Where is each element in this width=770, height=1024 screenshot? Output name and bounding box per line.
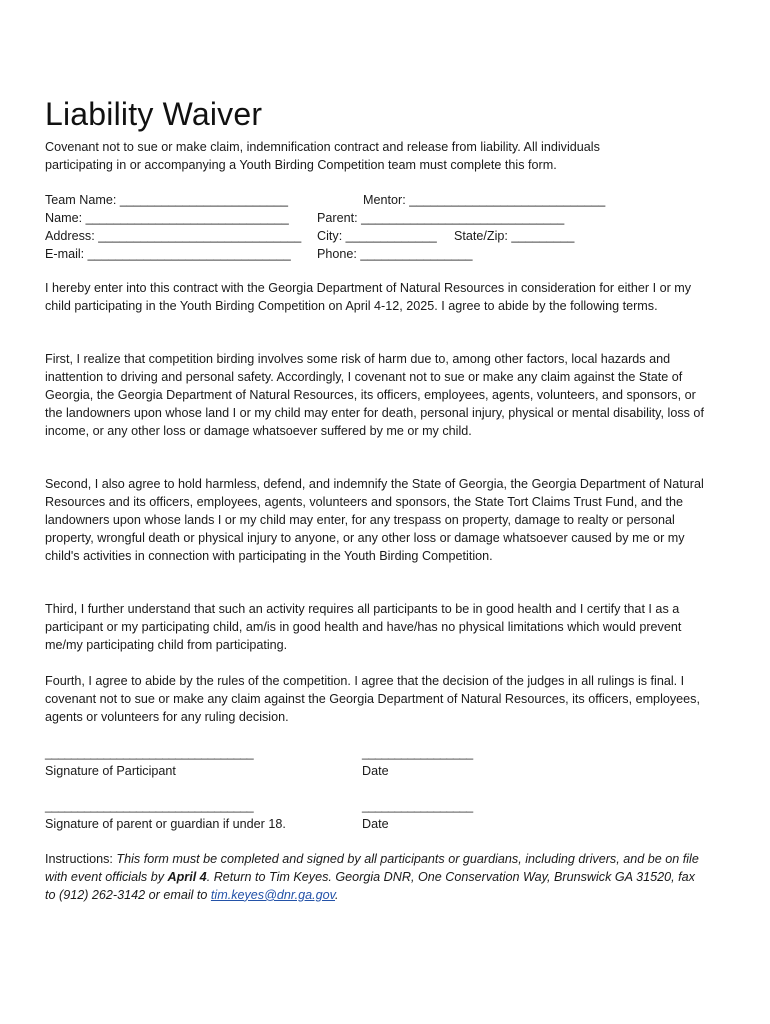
instructions [45, 851, 705, 905]
instructions-label: Instructions: [45, 852, 113, 866]
intro-text [45, 139, 695, 175]
first-term-paragraph: First, I realize that competition birding involves some risk of harm due to, among other factors, local hazards and inattention to driving and personal safety. Accordingly, I covenant not to sue or make any claim against the State of Georgia, the Georgia Department of Natural Resources, its officers, employees, agents, volunteers, and sponsors, or the landowners upon whose land I or my child may enter for death, personal injury, physical or mental disability, loss of income, or any other loss or damage whatsoever suffered by me or my child. [45, 352, 704, 438]
signature-label: Signature of Participant [45, 763, 176, 778]
instructions-text: . Return to Tim Keyes. Georgia DNR, One Conservation Way, Brunswick GA 31520, fax to (912) 262-3142 or email to [45, 869, 695, 902]
guardian-date[interactable] [362, 798, 473, 834]
third-term-paragraph: Third, I further understand that such an activity requires all participants to be in good health and I certify that I as a participant or my participating child, am/is in good health and have/has no physical limitations which would prevent me/my participating child from participating. [45, 602, 682, 652]
phone-field[interactable]: Phone: ________________ [317, 246, 473, 261]
signature-line[interactable]: ________________________________ [45, 746, 254, 760]
guardian-signature[interactable] [45, 798, 286, 834]
date-label: Date [362, 763, 389, 778]
page-title: Liability Waiver [45, 96, 263, 132]
state-zip-field[interactable]: State/Zip: _________ [454, 228, 575, 243]
name-field[interactable]: Name: _____________________________ [45, 210, 289, 225]
team-name-field[interactable]: Team Name: ________________________ [45, 193, 288, 207]
second-term-paragraph: Second, I also agree to hold harmless, defend, and indemnify the State of Georgia, the Georgia Department of Natural Resources and its officers, employees, agents, volunteers and sponsors, the State Tort Claims Trust Fund, and the landowners upon whose lands I or my child may enter, for any trespass on property, damage to realty or personal property, wrongful death or physical injury to anyone, or any other loss or damage whatsoever caused by me or my child's activities in connection with participating in the Youth Birding Competition. [45, 477, 704, 563]
parent-field[interactable]: Parent: _____________________________ [317, 210, 565, 225]
email-field[interactable]: E-mail: _____________________________ [45, 246, 291, 261]
info-fields [45, 192, 725, 264]
instructions-end: . [335, 887, 339, 902]
participant-date[interactable] [362, 745, 473, 781]
city-field[interactable]: City: _____________ [317, 228, 437, 243]
date-line[interactable]: _________________ [362, 799, 473, 813]
field-row [45, 210, 725, 228]
fourth-term-paragraph: Fourth, I agree to abide by the rules of the competition. I agree that the decision of the judges in all rulings is final. I covenant not to sue or make any claim against the Georgia Department of Natural Resources, its officers, employees, agents or volunteers for any ruling decision. [45, 674, 700, 724]
address-field[interactable]: Address: _____________________________ [45, 228, 302, 243]
date-label: Date [362, 816, 389, 831]
field-row [45, 246, 725, 264]
consideration-paragraph: I hereby enter into this contract with the Georgia Department of Natural Resources in consideration for either I or my child participating in the Youth Birding Competition on April 4-12, 2025. I agree to abide by the following terms. [45, 281, 692, 313]
deadline-date: April 4 [167, 869, 207, 884]
mentor-field[interactable]: Mentor: ____________________________ [363, 193, 606, 207]
signature-line[interactable]: ________________________________ [45, 799, 254, 813]
field-row [45, 228, 725, 246]
date-line[interactable]: _________________ [362, 746, 473, 760]
field-row [45, 192, 725, 210]
intro-line: participating in or accompanying a Youth Birding Competition team must complete this form. [45, 157, 557, 172]
instructions-text: This form must be completed and signed by all participants or guardians, including drivers, and be on file with event officials by [45, 852, 699, 884]
participant-signature[interactable] [45, 745, 253, 781]
email-link[interactable]: tim.keyes@dnr.ga.gov [210, 887, 336, 902]
intro-line: Covenant not to sue or make claim, indemnification contract and release from liability. All individuals [45, 140, 600, 154]
signature-label: Signature of parent or guardian if under 18. [45, 816, 286, 831]
